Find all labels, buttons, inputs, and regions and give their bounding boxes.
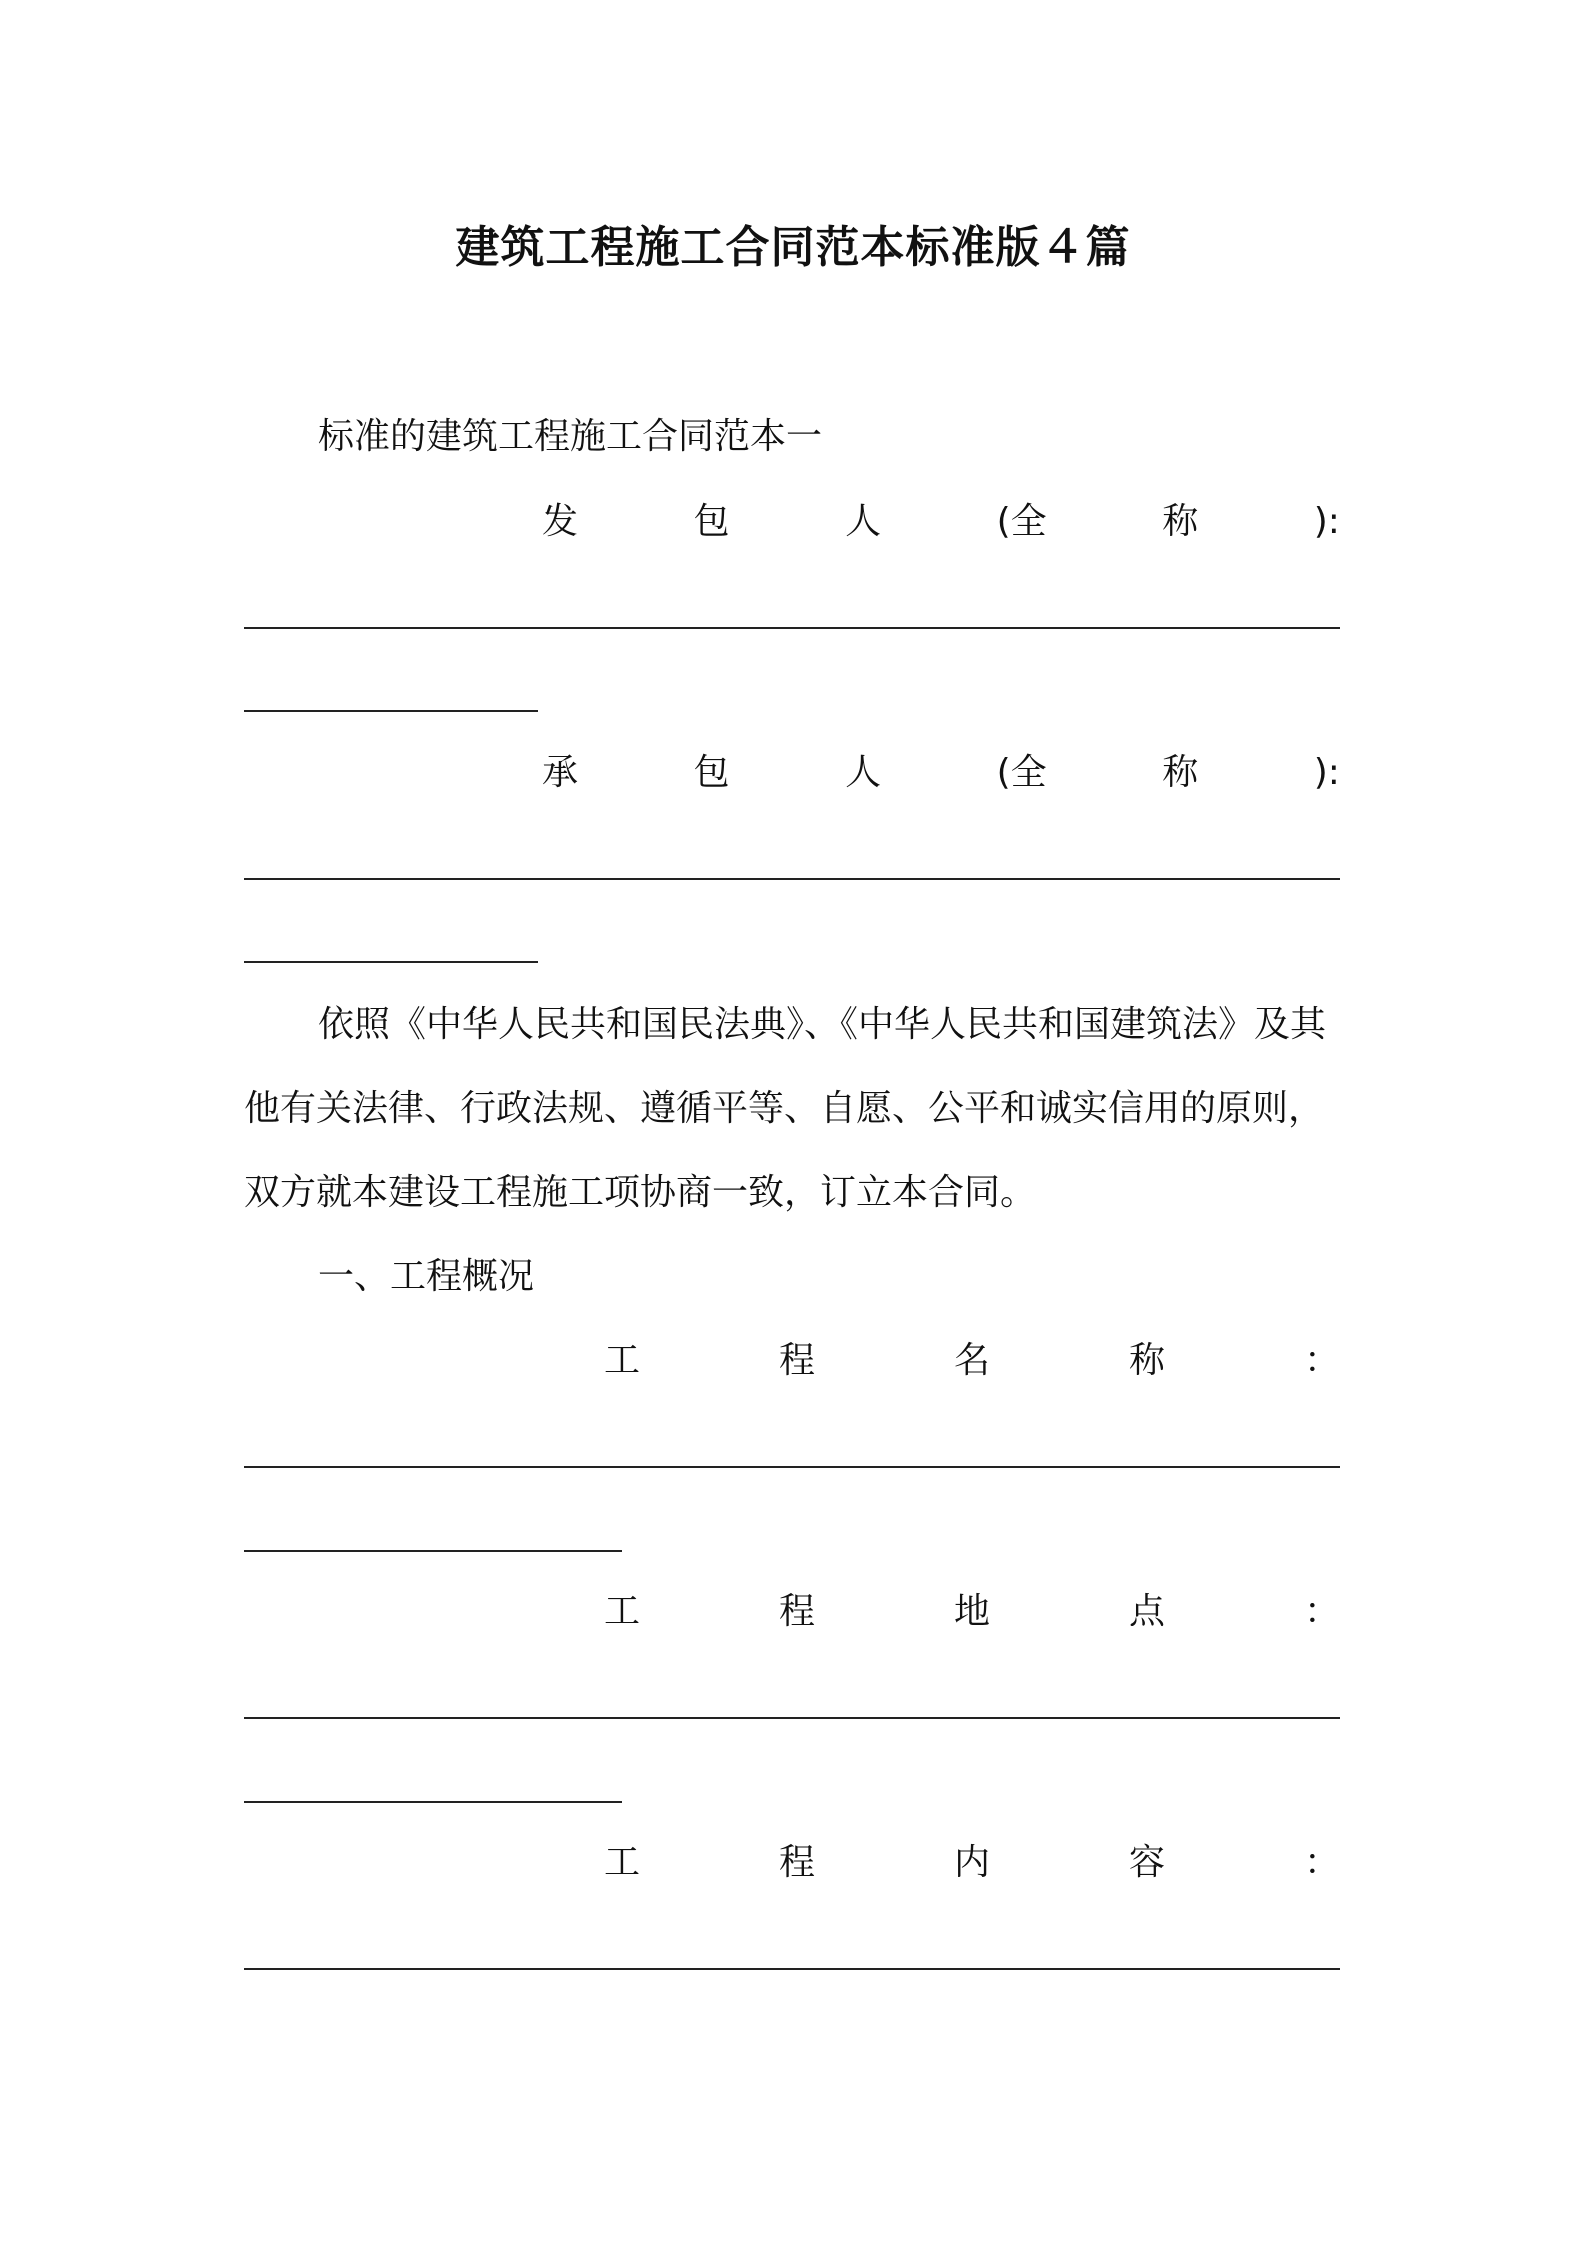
project-location-label-char: 程 [778,1591,815,1632]
project-name-label-char: ： [1303,1340,1340,1381]
project-content-label-char: 程 [778,1842,815,1883]
project-name-label-char: 工 [604,1340,641,1381]
employer-label-char: 包 [693,501,730,542]
project-name-label [604,1336,1340,1386]
employer-label-char: ): [1313,501,1340,542]
contractor-label-char: 包 [693,752,730,793]
project-content-label-char: 内 [953,1842,990,1883]
project-name-label-char: 程 [778,1340,815,1381]
contractor-label-char: 人 [845,752,882,793]
project-location-blank-line-continued [244,1801,622,1803]
project-name-label-char: 称 [1128,1340,1165,1381]
contractor-label [542,748,1340,798]
employer-label-char: 人 [845,501,882,542]
employer-blank-line [244,627,1340,629]
contractor-label-char: 称 [1162,752,1199,793]
employer-label-char: (全 [996,501,1047,542]
document-title: 建筑工程施工合同范本标准版４篇 [455,222,1131,273]
contractor-label-char: (全 [996,752,1047,793]
employer-blank-line-continued [244,710,538,712]
employer-label-char: 发 [542,501,579,542]
contractor-label-char: 承 [542,752,579,793]
project-location-blank-line [244,1717,1340,1719]
intro-line: 依照《中华人民共和国民法典》、《中华人民共和国建筑法》及其 [318,1004,1327,1045]
employer-label [542,497,1340,547]
project-content-label-char: 容 [1128,1842,1165,1883]
intro-line: 双方就本建设工程施工项协商一致，订立本合同。 [244,1172,1037,1213]
section-heading: 一、工程概况 [318,1256,535,1297]
intro-line: 他有关法律、行政法规、遵循平等、自愿、公平和诚实信用的原则， [244,1088,1325,1129]
project-name-blank-line-continued [244,1550,622,1552]
employer-label-char: 称 [1162,501,1199,542]
project-name-label-char: 名 [953,1340,990,1381]
project-location-label-char: 点 [1128,1591,1165,1632]
contractor-blank-line-continued [244,961,538,963]
subtitle: 标准的建筑工程施工合同范本一 [318,416,823,457]
project-location-label [604,1587,1340,1637]
project-location-label-char: 地 [953,1591,990,1632]
project-content-label [604,1838,1340,1888]
contractor-label-char: ): [1313,752,1340,793]
project-location-label-char: 工 [604,1591,641,1632]
project-content-label-char: ： [1303,1842,1340,1883]
contractor-blank-line [244,878,1340,880]
project-name-blank-line [244,1466,1340,1468]
project-location-label-char: ： [1303,1591,1340,1632]
project-content-label-char: 工 [604,1842,641,1883]
project-content-blank-line [244,1968,1340,1970]
